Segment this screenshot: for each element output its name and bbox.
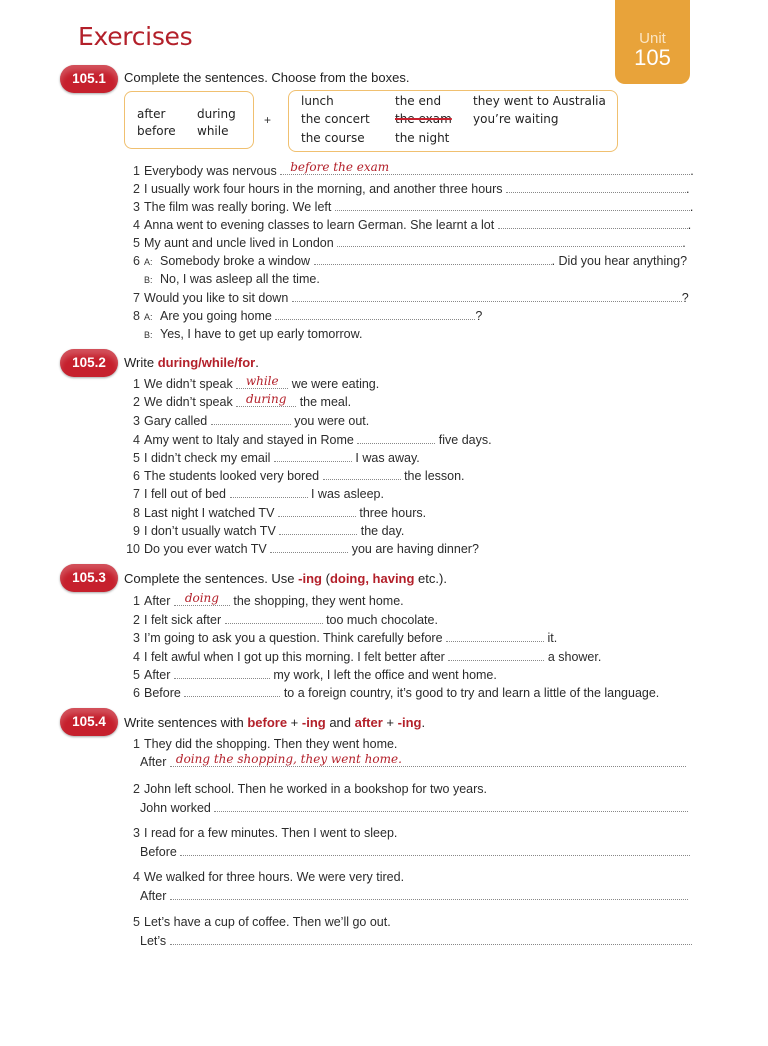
instruction-text: etc.). (414, 571, 447, 586)
item-number: 2 (133, 182, 140, 196)
list-item (124, 484, 384, 502)
sentence-text: too much chocolate. (326, 613, 438, 627)
list-item (124, 161, 694, 179)
sentence-text: Before (144, 686, 181, 700)
item-number: 3 (133, 200, 140, 214)
answer-blank[interactable] (180, 842, 690, 856)
list-item (124, 179, 690, 197)
answer-blank[interactable] (498, 215, 688, 229)
box-word-crossed: the exam (395, 112, 452, 126)
box-word: after (137, 107, 166, 121)
sentence-text: to a foreign country, it’s good to try and learn a little of the language. (283, 686, 660, 700)
instruction-text: Complete the sentences. Use (124, 571, 299, 586)
sentence-start: After (140, 889, 167, 903)
answer-blank[interactable] (279, 521, 357, 535)
item-number: 5 (133, 668, 140, 682)
exercise-3-instruction (124, 571, 447, 586)
box-word: before (137, 124, 176, 138)
example-answer: while (245, 374, 279, 388)
example-answer: doing the shopping, they went home. (175, 752, 402, 766)
box-word: the night (395, 131, 450, 145)
answer-blank[interactable] (170, 886, 688, 900)
sentence-text: Let’s have a cup of coffee. Then we’ll go out. (144, 915, 391, 929)
item-number: 1 (133, 737, 140, 751)
instruction-text: Write sentences with (124, 715, 248, 730)
exercise-badge-4: 105.4 (60, 708, 118, 736)
item-number: 5 (133, 236, 140, 250)
item-number: 8 (133, 309, 140, 323)
instruction-highlight: before (247, 715, 288, 730)
instruction-highlight: -ing (397, 715, 422, 730)
item-number: 6 (133, 254, 140, 268)
list-item (124, 780, 487, 798)
exercise-badge-1: 105.1 (60, 65, 118, 93)
answer-blank[interactable] (337, 233, 682, 247)
sentence-text: Are you going home (160, 309, 272, 323)
box-word: the course (301, 131, 365, 145)
item-number: 3 (133, 414, 140, 428)
sentence-end: . (690, 164, 694, 178)
list-item (124, 325, 362, 343)
item-number: 4 (133, 433, 140, 447)
sentence-text: you were out. (294, 414, 370, 428)
sentence-end: . (686, 182, 690, 196)
exercise-badge-2: 105.2 (60, 349, 118, 377)
item-number: 10 (126, 542, 140, 556)
box-word: during (197, 107, 236, 121)
answer-blank[interactable] (335, 197, 690, 211)
instruction-highlight: -ing (298, 571, 322, 586)
sentence-text: Last night I watched TV (144, 506, 275, 520)
list-item (124, 270, 320, 288)
sentence-start: Let’s (140, 934, 167, 948)
sentence-start: John worked (140, 801, 211, 815)
box-word: you’re waiting (473, 112, 559, 126)
instruction-highlight: doing, having (329, 571, 415, 586)
answer-blank[interactable] (214, 798, 688, 812)
example-answer: during (246, 392, 287, 406)
list-item (124, 665, 497, 683)
sentence-text: I’m going to ask you a question. Think carefully before (144, 631, 443, 645)
answer-blank[interactable] (278, 503, 356, 517)
sentence-text: My aunt and uncle lived in London (144, 236, 334, 250)
list-item (124, 430, 492, 448)
answer-blank[interactable] (184, 683, 280, 697)
sentence-text: John left school. Then he worked in a bookshop for two years. (144, 782, 488, 796)
sentence-text: We walked for three hours. We were very tired. (144, 870, 405, 884)
answer-blank[interactable] (236, 393, 296, 407)
item-number: 4 (133, 650, 140, 664)
sentence-text: After (144, 668, 171, 682)
instruction-highlight: after (354, 715, 383, 730)
exercise-badge-3: 105.3 (60, 564, 118, 592)
instruction-text: . (421, 715, 426, 730)
instruction-text: ( (321, 571, 330, 586)
word-box-left (124, 91, 254, 149)
answer-blank[interactable] (292, 288, 682, 302)
instruction-highlight: -ing (301, 715, 326, 730)
answer-line (140, 842, 690, 860)
box-word: they went to Australia (473, 94, 606, 108)
exercise-4-instruction (124, 715, 425, 730)
sentence-text: I felt awful when I got up this morning. I felt better after (144, 650, 445, 664)
sentence-text: They did the shopping. Then they went home. (144, 737, 398, 751)
box-word: while (197, 124, 229, 138)
sentence-text: Gary called (144, 414, 208, 428)
sentence-start: Before (140, 845, 177, 859)
list-item (124, 375, 379, 393)
sentence-text: the meal. (299, 395, 352, 409)
page-title: Exercises (78, 22, 193, 51)
speaker-label: B: (144, 275, 153, 285)
instruction-text: and (325, 715, 355, 730)
sentence-end: . (682, 236, 686, 250)
list-item (124, 735, 397, 753)
sentence-text: a shower. (547, 650, 602, 664)
answer-blank[interactable] (230, 484, 308, 498)
list-item (124, 647, 601, 665)
answer-blank[interactable] (170, 931, 692, 945)
answer-line (140, 886, 688, 904)
box-word: lunch (301, 94, 334, 108)
list-item (124, 521, 404, 539)
sentence-text: Somebody broke a window (160, 254, 311, 268)
word-box-right (288, 90, 618, 152)
sentence-end: . (689, 200, 694, 214)
answer-blank[interactable] (270, 539, 348, 553)
item-number: 5 (133, 451, 140, 465)
item-number: 2 (133, 395, 140, 409)
list-item (124, 539, 479, 557)
list-item (124, 233, 686, 251)
sentence-text: Everybody was nervous (144, 164, 277, 178)
answer-blank[interactable] (446, 628, 544, 642)
list-item (124, 411, 369, 429)
box-word: the end (395, 94, 442, 108)
sentence-text: I felt sick after (144, 613, 222, 627)
sentence-end: . (687, 218, 692, 232)
answer-blank[interactable] (170, 753, 686, 767)
speaker-label: A: (144, 257, 153, 267)
sentence-text: Yes, I have to get up early tomorrow. (160, 327, 363, 341)
answer-line (140, 798, 688, 816)
sentence-text: The film was really boring. We left (144, 200, 332, 214)
sentence-text: my work, I left the office and went home. (273, 668, 497, 682)
item-number: 5 (133, 915, 140, 929)
sentence-end: ? (475, 309, 483, 323)
list-item (124, 448, 420, 466)
exercise-1-instruction: Complete the sentences. Choose from the boxes. (124, 70, 410, 85)
instruction-highlight: during/while/for (157, 355, 256, 370)
item-number: 4 (133, 218, 140, 232)
item-number: 2 (133, 613, 140, 627)
list-item (124, 197, 693, 215)
item-number: 4 (133, 870, 140, 884)
list-item (124, 592, 404, 610)
answer-blank[interactable] (357, 430, 435, 444)
list-item (124, 628, 557, 646)
answer-line (140, 931, 692, 949)
sentence-text: I read for a few minutes. Then I went to sleep. (144, 826, 398, 840)
sentence-text: Do you ever watch TV (144, 542, 267, 556)
instruction-text: + (382, 715, 398, 730)
item-number: 8 (133, 506, 140, 520)
answer-blank[interactable] (274, 448, 352, 462)
sentence-end: ? (681, 291, 689, 305)
sentence-text: The students looked very bored (144, 469, 320, 483)
list-item (124, 306, 482, 324)
sentence-text: I didn’t check my email (144, 451, 271, 465)
unit-tab (615, 0, 690, 84)
unit-label: Unit (639, 30, 666, 47)
item-number: 7 (133, 487, 140, 501)
item-number: 3 (133, 826, 140, 840)
sentence-text: three hours. (359, 506, 427, 520)
item-number: 3 (133, 631, 140, 645)
example-answer: before the exam (290, 160, 390, 174)
sentence-text: Anna went to evening classes to learn German. She learnt a lot (144, 218, 495, 232)
list-item (124, 251, 687, 269)
sentence-text: We didn’t speak (144, 377, 233, 391)
sentence-text: the shopping, they went home. (233, 594, 404, 608)
sentence-text: we were eating. (291, 377, 380, 391)
list-item (124, 824, 397, 842)
exercise-2-instruction (124, 355, 259, 370)
answer-blank[interactable] (225, 610, 323, 624)
answer-blank[interactable] (448, 647, 544, 661)
sentence-text: I was away. (355, 451, 420, 465)
list-item (124, 913, 391, 931)
answer-blank[interactable] (174, 592, 230, 606)
list-item (124, 215, 691, 233)
item-number: 9 (133, 524, 140, 538)
list-item (124, 610, 438, 628)
item-number: 6 (133, 686, 140, 700)
list-item (124, 466, 465, 484)
speaker-label: B: (144, 330, 153, 340)
sentence-text: the day. (360, 524, 405, 538)
answer-blank[interactable] (314, 251, 552, 265)
sentence-text: Would you like to sit down (144, 291, 289, 305)
sentence-text: After (144, 594, 171, 608)
sentence-text: it. (547, 631, 558, 645)
sentence-text: I was asleep. (310, 487, 384, 501)
speaker-label: A: (144, 312, 153, 322)
answer-blank[interactable] (236, 375, 288, 389)
item-number: 2 (133, 782, 140, 796)
sentence-text: No, I was asleep all the time. (160, 272, 320, 286)
list-item (124, 503, 426, 521)
list-item (124, 288, 689, 306)
sentence-text: We didn’t speak (144, 395, 233, 409)
answer-line (140, 753, 686, 771)
sentence-text: five days. (438, 433, 492, 447)
plus-sign: + (264, 113, 272, 127)
answer-blank[interactable] (280, 161, 690, 175)
answer-blank[interactable] (211, 411, 291, 425)
sentence-end: . Did you hear anything? (551, 254, 688, 268)
item-number: 1 (133, 164, 140, 178)
sentence-text: you are having dinner? (351, 542, 479, 556)
item-number: 1 (133, 377, 140, 391)
example-answer: doing (184, 591, 219, 605)
sentence-text: the lesson. (404, 469, 465, 483)
box-word: the concert (301, 112, 370, 126)
item-number: 1 (133, 594, 140, 608)
instruction-text: + (287, 715, 302, 730)
sentence-text: Amy went to Italy and stayed in Rome (144, 433, 354, 447)
list-item (124, 683, 659, 701)
list-item (124, 868, 404, 886)
instruction-text: . (255, 355, 259, 370)
instruction-text: Write (124, 355, 158, 370)
answer-blank[interactable] (323, 466, 401, 480)
answer-blank[interactable] (506, 179, 686, 193)
answer-blank[interactable] (275, 306, 475, 320)
sentence-text: I usually work four hours in the morning, and another three hours (144, 182, 503, 196)
unit-number: 105 (634, 45, 671, 70)
item-number: 6 (133, 469, 140, 483)
list-item (124, 393, 351, 411)
item-number: 7 (133, 291, 140, 305)
sentence-start: After (140, 755, 167, 769)
answer-blank[interactable] (174, 665, 270, 679)
sentence-text: I don’t usually watch TV (144, 524, 276, 538)
sentence-text: I fell out of bed (144, 487, 227, 501)
